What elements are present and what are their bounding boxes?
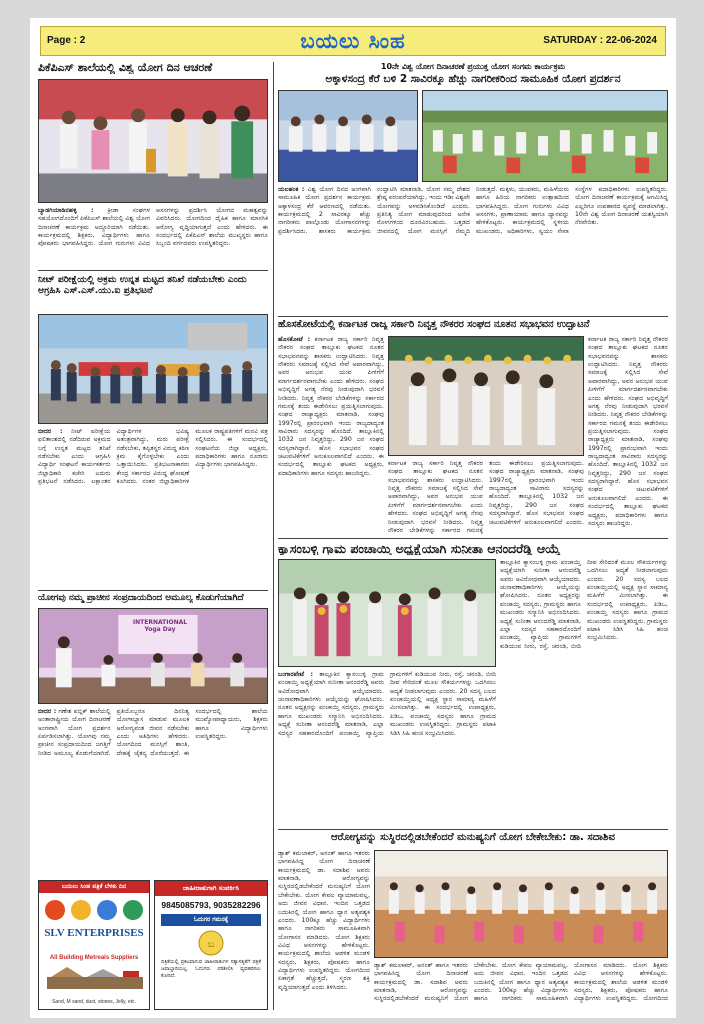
story-divider [278, 316, 668, 317]
advertise-contact-ad [154, 880, 268, 1010]
yoga-day-banner: INTERNATIONAL Yoga Day [132, 619, 188, 633]
pkps-body: ಬ್ಯಾಡಗಿಯಾಡಿನಹಳ್ಳಿ : ಕ್ರೀಡಾ ಸಂಘಗಳ ಸಹಯೋಗದೊಂದಿಗೆ ಪಿಕೆಪಿಎಸ್ ಶಾಲೆಯಲ್ಲಿ ವಿಶ್ವ ಯೋಗ ದಿನಾಚರಣೆ ಕಾರ್ಯಕ್ರಮ ಅದ್ದೂರಿಯಾಗಿ ನಡೆಯಿತು. ಕಾರ್ಯಕ್ರಮದಲ್ಲಿ ಶಿಕ್ಷಕರು, ವಿದ್ಯಾರ್ಥಿಗಳು ಹಾಗೂ ಪೋಷಕರು ಭಾಗವಹಿಸಿದ್ದರು. ಯೋಗ ಗುರುಗಳು ವಿವಿಧ ಆಸನಗಳನ್ನು ಪ್ರದರ್ಶಿಸಿ ಯೋಗದ ಮಹತ್ವವನ್ನು ವಿವರಿಸಿದರು. ಯೋಗದಿಂದ ದೈಹಿಕ ಹಾಗೂ ಮಾನಸಿಕ ಆರೋಗ್ಯ ವೃದ್ಧಿಯಾಗುತ್ತದೆ ಎಂದು ಹೇಳಿದರು. ಈ ಸಂದರ್ಭದಲ್ಲಿ ಪಿಕೆಪಿಎಸ್ ಶಾಲೆಯ ಮುಖ್ಯಸ್ಥರು ಹಾಗೂ ಸಿಬ್ಬಂದಿ ವರ್ಗದವರು ಉಪಸ್ಥಿತರಿದ್ದರು. [38, 207, 268, 248]
slv-ad-tagline: All Building Metreals Suppliers [49, 955, 139, 961]
lead-headline: ಅಕ್ಕಾಳಸಂದ್ರ ಕೆರೆ ಬಳಿ 2 ಸಾವಿರಕ್ಕೂ ಹೆಚ್ಚು ನಾಗರೀಕರಿಂದ ಸಾಮೂಹಿಕ ಯೋಗ ಪ್ರದರ್ಶನ [325, 74, 621, 85]
notice-body: ಪತ್ರಿಕೆಯಲ್ಲಿ ಪ್ರಕಟವಾಗುವ ಜಾಹೀರಾತುಗಳ ಸತ್ಯಾಸತ್ಯತೆಗೆ ಪತ್ರಿಕೆ ಜವಾಬ್ದಾರಿಯಲ್ಲ. ಓದುಗರು ಪರಿಶೀಲಿಸಿ ವ್ಯವಹರಿಸಲು ಕೋರಿದೆ. [161, 959, 261, 979]
kyasanahalli-felicitation-photo [278, 559, 496, 667]
slv-ad-name: SLV ENTERPRISES [44, 927, 144, 939]
newspaper-emblem-icon [196, 930, 226, 956]
lead-photo-stage [278, 90, 418, 182]
hoskote-body-mid: ಕರ್ನಾಟಕ ರಾಜ್ಯ ಸರ್ಕಾರಿ ನಿವೃತ್ತ ನೌಕರರ ಸಂಘದ ತಾಲ್ಲೂಕು ಘಟಕದ ನೂತನ ಸಭಾಭವನವನ್ನು ಶಾಸಕರು ಉದ್ಘಾಟಿಸಿದರು. ನಿವೃತ್ತ ನೌಕರರು ಸಮಾಜಕ್ಕೆ ಸಲ್ಲಿಸಿದ ಸೇವೆ ಅಪಾರವಾಗಿದ್ದು, ಅವರ ಅನುಭವ ಯುವ ಪೀಳಿಗೆಗೆ ಮಾರ್ಗದರ್ಶನವಾಗಬೇಕು ಎಂದು ಹೇಳಿದರು. ಸಂಘದ ಅಭಿವೃದ್ಧಿಗೆ ಅಗತ್ಯ ನೆರವು ನೀಡುವುದಾಗಿ ಭರವಸೆ ನೀಡಿದರು. ನಿವೃತ್ತ ನೌಕರರ ಬೇಡಿಕೆಗಳನ್ನು ಸರ್ಕಾರದ ಗಮನಕ್ಕೆ ತಂದು ಈಡೇರಿಸಲು ಪ್ರಯತ್ನಿಸಲಾಗುವುದು. ಸಂಘದ ರಾಜ್ಯಾಧ್ಯಕ್ಷರು ಮಾತನಾಡಿ, ಸಂಘವು 1997ರಲ್ಲಿ ಪ್ರಾರಂಭವಾಗಿ ಇಂದು ರಾಜ್ಯದಾದ್ಯಂತ ಸಾವಿರಾರು ಸದಸ್ಯರನ್ನು ಹೊಂದಿದೆ. ತಾಲ್ಲೂಕಿನಲ್ಲಿ 1032 ಜನ ನಿವೃತ್ತರಿದ್ದು, 290 ಜನ ಸಂಘದ ಸದಸ್ಯರಾಗಿದ್ದಾರೆ. ಹೊಸ ಸಭಾಭವನ ಸಂಘದ ಚಟುವಟಿಕೆಗಳಿಗೆ ಅನುಕೂಲವಾಗಲಿದೆ ಎಂದರು. [388, 460, 584, 534]
notice-strip: ಓದುಗರ ಗಮನಕ್ಕೆ [161, 914, 261, 926]
issue-date: SATURDAY : 22-06-2024 [543, 35, 657, 46]
story-divider [38, 270, 268, 271]
sadashiva-headline: ಆರೋಗ್ಯವನ್ನು ಸುಸ್ಥಿರದಲ್ಲಿಡಬೇಕೆಂದರೆ ಮನುಷ್ಯನಿಗೆ ಯೋಗ ಬೇಕೇಬೇಕು: ಡಾ. ಸದಾಶಿವ [330, 833, 616, 843]
newspaper-page [30, 18, 676, 1018]
hoskote-body-right: ಕರ್ನಾಟಕ ರಾಜ್ಯ ಸರ್ಕಾರಿ ನಿವೃತ್ತ ನೌಕರರ ಸಂಘದ ತಾಲ್ಲೂಕು ಘಟಕದ ನೂತನ ಸಭಾಭವನವನ್ನು ಶಾಸಕರು ಉದ್ಘಾಟಿಸಿದರು. ನಿವೃತ್ತ ನೌಕರರು ಸಮಾಜಕ್ಕೆ ಸಲ್ಲಿಸಿದ ಸೇವೆ ಅಪಾರವಾಗಿದ್ದು, ಅವರ ಅನುಭವ ಯುವ ಪೀಳಿಗೆಗೆ ಮಾರ್ಗದರ್ಶನವಾಗಬೇಕು ಎಂದು ಹೇಳಿದರು. ಸಂಘದ ಅಭಿವೃದ್ಧಿಗೆ ಅಗತ್ಯ ನೆರವು ನೀಡುವುದಾಗಿ ಭರವಸೆ ನೀಡಿದರು. ನಿವೃತ್ತ ನೌಕರರ ಬೇಡಿಕೆಗಳನ್ನು ಸರ್ಕಾರದ ಗಮನಕ್ಕೆ ತಂದು ಈಡೇರಿಸಲು ಪ್ರಯತ್ನಿಸಲಾಗುವುದು. ಸಂಘದ ರಾಜ್ಯಾಧ್ಯಕ್ಷರು ಮಾತನಾಡಿ, ಸಂಘವು 1997ರಲ್ಲಿ ಪ್ರಾರಂಭವಾಗಿ ಇಂದು ರಾಜ್ಯದಾದ್ಯಂತ ಸಾವಿರಾರು ಸದಸ್ಯರನ್ನು ಹೊಂದಿದೆ. ತಾಲ್ಲೂಕಿನಲ್ಲಿ 1032 ಜನ ನಿವೃತ್ತರಿದ್ದು, 290 ಜನ ಸಂಘದ ಸದಸ್ಯರಾಗಿದ್ದಾರೆ. ಹೊಸ ಸಭಾಭವನ ಸಂಘದ ಚಟುವಟಿಕೆಗಳಿಗೆ ಅನುಕೂಲವಾಗಲಿದೆ ಎಂದರು. ಈ ಸಂದರ್ಭದಲ್ಲಿ ತಾಲ್ಲೂಕು ಘಟಕದ ಅಧ್ಯಕ್ಷರು, ಪದಾಧಿಕಾರಿಗಳು ಹಾಗೂ ಸದಸ್ಯರು ಹಾಜರಿದ್ದರು. [588, 336, 668, 527]
story-divider [278, 829, 668, 830]
sadashiva-body-left: ಡ್ಯಾಶ್ ಕಮಲಾಕರ್, ಅನಂತ್ ಹಾಗೂ ಇತರರು ಭಾಗವಹಿಸಿದ್ದ ಯೋಗ ದಿನಾಚರಣೆ ಕಾರ್ಯಕ್ರಮದಲ್ಲಿ ಡಾ. ಸದಾಶಿವ ಅವರು ಮಾತನಾಡಿ, ಆರೋಗ್ಯವನ್ನು ಸುಸ್ಥಿರದಲ್ಲಿಡಬೇಕೆಂದರೆ ಮನುಷ್ಯನಿಗೆ ಯೋಗ ಬೇಕೇಬೇಕು. ಯೋಗ ಕೇವಲ ವ್ಯಾಯಾಮವಲ್ಲ, ಅದು ಜೀವನ ವಿಧಾನ. ಇಂದಿನ ಒತ್ತಡದ ಬದುಕಿನಲ್ಲಿ ಯೋಗ ಹಾಗೂ ಧ್ಯಾನ ಅತ್ಯವಶ್ಯಕ ಎಂದರು. 100ಕ್ಕೂ ಹೆಚ್ಚು ವಿದ್ಯಾರ್ಥಿಗಳು ಹಾಗೂ ನಾಗರಿಕರು ಸಾಮೂಹಿಕವಾಗಿ ಯೋಗಾಸನ ಮಾಡಿದರು. ಯೋಗ ಶಿಕ್ಷಕರು ವಿವಿಧ ಆಸನಗಳನ್ನು ಹೇಳಿಕೊಟ್ಟರು. ಕಾರ್ಯಕ್ರಮದಲ್ಲಿ ಶಾಲೆಯ ಆಡಳಿತ ಮಂಡಳಿ ಸದಸ್ಯರು, ಶಿಕ್ಷಕರು, ಪೋಷಕರು ಹಾಗೂ ವಿದ್ಯಾರ್ಥಿಗಳು ಉಪಸ್ಥಿತರಿದ್ದರು. ಯೋಗದಿಂದ ಏಕಾಗ್ರತೆ ಹೆಚ್ಚುತ್ತದೆ, ಸ್ಮರಣ ಶಕ್ತಿ ವೃದ್ಧಿಯಾಗುತ್ತದೆ ಎಂದು ತಿಳಿಸಿದರು. [278, 850, 370, 991]
kyasanahalli-headline: ಕ್ಯಾಸಂಬಳ್ಳಿ ಗ್ರಾಮ ಪಂಚಾಯ್ತಿ ಅಧ್ಯಕ್ಷೆಯಾಗಿ ಸುನೀತಾ ಆನಂದರೆಡ್ಡಿ ಆಯ್ಕೆ [278, 542, 561, 556]
page-number: Page : 2 [47, 35, 86, 46]
lead-photo-crowd [422, 90, 668, 182]
neet-body: ಬೀದರ : ನೀಟ್ ಪರೀಕ್ಷೆಯ ಫಲಿತಾಂಶದಲ್ಲಿ ನಡೆದಿರುವ ಅಕ್ರಮದ ಬಗ್ಗೆ ಉನ್ನತ ಮಟ್ಟದ ತನಿಖೆ ನಡೆಸಬೇಕು ಎಂದು ಆಗ್ರಹಿಸಿ ವಿದ್ಯಾರ್ಥಿ ಸಂಘಟನೆ ಕಾರ್ಯಕರ್ತರು ಜಿಲ್ಲಾಧಿಕಾರಿ ಕಚೇರಿ ಎದುರು ಪ್ರತಿಭಟನೆ ನಡೆಸಿದರು. ಲಕ್ಷಾಂತರ ವಿದ್ಯಾರ್ಥಿಗಳ ಭವಿಷ್ಯ ಅತಂತ್ರವಾಗಿದ್ದು, ಮರು ಪರೀಕ್ಷೆ ನಡೆಸಬೇಕು, ತಪ್ಪಿತಸ್ಥರ ವಿರುದ್ಧ ಕಠಿಣ ಕ್ರಮ ಕೈಗೊಳ್ಳಬೇಕು ಎಂದು ಒತ್ತಾಯಿಸಿದರು. ಪ್ರತಿಭಟನಾಕಾರರು ಕೇಂದ್ರ ಸರ್ಕಾರದ ವಿರುದ್ಧ ಘೋಷಣೆ ಕೂಗಿದರು. ನಂತರ ಜಿಲ್ಲಾಧಿಕಾರಿಗಳ ಮೂಲಕ ರಾಷ್ಟ್ರಪತಿಗಳಿಗೆ ಮನವಿ ಪತ್ರ ಸಲ್ಲಿಸಿದರು. ಈ ಸಂದರ್ಭದಲ್ಲಿ ಸಂಘಟನೆಯ ಜಿಲ್ಲಾ ಅಧ್ಯಕ್ಷರು, ಪದಾಧಿಕಾರಿಗಳು ಹಾಗೂ ನೂರಾರು ವಿದ್ಯಾರ್ಥಿಗಳು ಭಾಗವಹಿಸಿದ್ದರು. [38, 428, 268, 486]
kyasanahalli-body-right: ತಾಲ್ಲೂಕಿನ ಕ್ಯಾಸಂಬಳ್ಳಿ ಗ್ರಾಮ ಪಂಚಾಯ್ತಿ ಅಧ್ಯಕ್ಷೆಯಾಗಿ ಸುನೀತಾ ಆನಂದರೆಡ್ಡಿ ಅವರು ಅವಿರೋಧವಾಗಿ ಆಯ್ಕೆಯಾದರು. ಚುನಾವಣಾಧಿಕಾರಿಗಳು ಆಯ್ಕೆಯನ್ನು ಘೋಷಿಸಿದರು. ನೂತನ ಅಧ್ಯಕ್ಷರನ್ನು ಪಂಚಾಯ್ತಿ ಸದಸ್ಯರು, ಗ್ರಾಮಸ್ಥರು ಹಾಗೂ ಮುಖಂಡರು ಸನ್ಮಾನಿಸಿ ಅಭಿನಂದಿಸಿದರು. ಅಧ್ಯಕ್ಷೆ ಸುನೀತಾ ಆನಂದರೆಡ್ಡಿ ಮಾತನಾಡಿ, ಎಲ್ಲಾ ಸದಸ್ಯರ ಸಹಕಾರದೊಂದಿಗೆ ಪಂಚಾಯ್ತಿ ವ್ಯಾಪ್ತಿಯ ಗ್ರಾಮಗಳಿಗೆ ಕುಡಿಯುವ ನೀರು, ರಸ್ತೆ, ಚರಂಡಿ, ಬೀದಿ ದೀಪ ಸೇರಿದಂತೆ ಮೂಲ ಸೌಕರ್ಯಗಳನ್ನು ಒದಗಿಸಲು ಆದ್ಯತೆ ನೀಡಲಾಗುವುದು ಎಂದರು. 20 ಸದಸ್ಯ ಬಲದ ಪಂಚಾಯ್ತಿಯಲ್ಲಿ ಅಧ್ಯಕ್ಷ ಸ್ಥಾನ ಸಾಮಾನ್ಯ ಮಹಿಳೆಗೆ ಮೀಸಲಾಗಿತ್ತು. ಈ ಸಂದರ್ಭದಲ್ಲಿ ಉಪಾಧ್ಯಕ್ಷರು, ಪಿಡಿಒ, ಪಂಚಾಯ್ತಿ ಸದಸ್ಯರು ಹಾಗೂ ಗ್ರಾಮದ ಮುಖಂಡರು ಉಪಸ್ಥಿತರಿದ್ದರು. ಗ್ರಾಮಸ್ಥರು ಪಟಾಕಿ ಸಿಡಿಸಿ ಸಿಹಿ ಹಂಚಿ ಸಂಭ್ರಮಿಸಿದರು. [500, 559, 668, 650]
lead-kicker: 10ನೇ ವಿಶ್ವ ಯೋಗ ದಿನಾಚರಣೆ ಪ್ರಯುಕ್ತ ಯೋಗ ಸಂಗಮ ಕಾರ್ಯಕ್ರಮ [380, 62, 566, 71]
story-divider [278, 538, 668, 539]
column-divider [273, 62, 274, 1010]
shop-logos-icon [43, 897, 147, 923]
slv-ad-top-strip: ಬಯಲು ಸಿಂಹ ಪತ್ರಿಕೆ ಬೆಳಕು ದಿನ [39, 881, 149, 893]
neet-protest-photo [38, 314, 268, 424]
lead-body: ಯಲಹಂಕ : ವಿಶ್ವ ಯೋಗ ದಿನದ ಅಂಗವಾಗಿ ಸಾಮೂಹಿಕ ಯೋಗ ಪ್ರದರ್ಶನ ಕಾರ್ಯಕ್ರಮ ಅಕ್ಕಾಳಸಂದ್ರ ಕೆರೆ ಆವರಣದಲ್ಲಿ ನಡೆಯಿತು. ಕಾರ್ಯಕ್ರಮದಲ್ಲಿ 2 ಸಾವಿರಕ್ಕೂ ಹೆಚ್ಚು ನಾಗರೀಕರು ಪಾಲ್ಗೊಂಡು ಯೋಗಾಸನಗಳನ್ನು ಪ್ರದರ್ಶಿಸಿದರು. ಶಾಸಕರು ಕಾರ್ಯಕ್ರಮ ಉದ್ಘಾಟಿಸಿ ಮಾತನಾಡಿ, ಯೋಗ ನಮ್ಮ ದೇಶದ ಶ್ರೇಷ್ಠ ಪರಂಪರೆಯಾಗಿದ್ದು, ಇಂದು ಇಡೀ ವಿಶ್ವವೇ ಯೋಗವನ್ನು ಅಳವಡಿಸಿಕೊಂಡಿದೆ ಎಂದರು. ಪ್ರತಿನಿತ್ಯ ಯೋಗ ಮಾಡುವುದರಿಂದ ಅನೇಕ ರೋಗಗಳಿಂದ ದೂರವಿರಬಹುದು. ಒತ್ತಡದ ಜೀವನದಲ್ಲಿ ಯೋಗ ಮನಸ್ಸಿಗೆ ನೆಮ್ಮದಿ ನೀಡುತ್ತದೆ. ಮಕ್ಕಳು, ಯುವಕರು, ಮಹಿಳೆಯರು ಹಾಗೂ ಹಿರಿಯ ನಾಗರಿಕರು ಉತ್ಸಾಹದಿಂದ ಭಾಗವಹಿಸಿದ್ದರು. ಯೋಗ ಗುರುಗಳು ವಿವಿಧ ಆಸನಗಳು, ಪ್ರಾಣಾಯಾಮ ಹಾಗೂ ಧ್ಯಾನವನ್ನು ಹೇಳಿಕೊಟ್ಟರು. ಕಾರ್ಯಕ್ರಮದಲ್ಲಿ ಸ್ಥಳೀಯ ಮುಖಂಡರು, ಅಧಿಕಾರಿಗಳು, ಸ್ವಯಂ ಸೇವಾ ಸಂಸ್ಥೆಗಳ ಪದಾಧಿಕಾರಿಗಳು ಉಪಸ್ಥಿತರಿದ್ದರು. ಯೋಗ ದಿನಾಚರಣೆ ಕಾರ್ಯಕ್ರಮಕ್ಕೆ ಆಗಮಿಸಿದ್ದ ಎಲ್ಲರಿಗೂ ಉಪಹಾರದ ವ್ಯವಸ್ಥೆ ಮಾಡಲಾಗಿತ್ತು. 10ನೇ ವಿಶ್ವ ಯೋಗ ದಿನಾಚರಣೆ ಯಶಸ್ವಿಯಾಗಿ ನೆರವೇರಿತು. [278, 186, 668, 235]
kyasanahalli-body-lower: ಬಂಗಾರಪೇಟೆ : ತಾಲ್ಲೂಕಿನ ಕ್ಯಾಸಂಬಳ್ಳಿ ಗ್ರಾಮ ಪಂಚಾಯ್ತಿ ಅಧ್ಯಕ್ಷೆಯಾಗಿ ಸುನೀತಾ ಆನಂದರೆಡ್ಡಿ ಅವರು ಅವಿರೋಧವಾಗಿ ಆಯ್ಕೆಯಾದರು. ಚುನಾವಣಾಧಿಕಾರಿಗಳು ಆಯ್ಕೆಯನ್ನು ಘೋಷಿಸಿದರು. ನೂತನ ಅಧ್ಯಕ್ಷರನ್ನು ಪಂಚಾಯ್ತಿ ಸದಸ್ಯರು, ಗ್ರಾಮಸ್ಥರು ಹಾಗೂ ಮುಖಂಡರು ಸನ್ಮಾನಿಸಿ ಅಭಿನಂದಿಸಿದರು. ಅಧ್ಯಕ್ಷೆ ಸುನೀತಾ ಆನಂದರೆಡ್ಡಿ ಮಾತನಾಡಿ, ಎಲ್ಲಾ ಸದಸ್ಯರ ಸಹಕಾರದೊಂದಿಗೆ ಪಂಚಾಯ್ತಿ ವ್ಯಾಪ್ತಿಯ ಗ್ರಾಮಗಳಿಗೆ ಕುಡಿಯುವ ನೀರು, ರಸ್ತೆ, ಚರಂಡಿ, ಬೀದಿ ದೀಪ ಸೇರಿದಂತೆ ಮೂಲ ಸೌಕರ್ಯಗಳನ್ನು ಒದಗಿಸಲು ಆದ್ಯತೆ ನೀಡಲಾಗುವುದು ಎಂದರು. 20 ಸದಸ್ಯ ಬಲದ ಪಂಚಾಯ್ತಿಯಲ್ಲಿ ಅಧ್ಯಕ್ಷ ಸ್ಥಾನ ಸಾಮಾನ್ಯ ಮಹಿಳೆಗೆ ಮೀಸಲಾಗಿತ್ತು. ಈ ಸಂದರ್ಭದಲ್ಲಿ ಉಪಾಧ್ಯಕ್ಷರು, ಪಿಡಿಒ, ಪಂಚಾಯ್ತಿ ಸದಸ್ಯರು ಹಾಗೂ ಗ್ರಾಮದ ಮುಖಂಡರು ಉಪಸ್ಥಿತರಿದ್ದರು. ಗ್ರಾಮಸ್ಥರು ಪಟಾಕಿ ಸಿಡಿಸಿ ಸಿಹಿ ಹಂಚಿ ಸಂಭ್ರಮಿಸಿದರು. [278, 671, 496, 737]
newspaper-title: ಬಯಲು ಸಿಂಹ [300, 29, 406, 53]
yoga-heritage-photo [38, 608, 268, 704]
story-divider [38, 590, 268, 591]
building-materials-icon [47, 967, 143, 989]
slv-ad-note: Sand, M sand, dust, stones, Jelly, etc. [52, 999, 136, 1005]
svg-text:ಬ: ಬ [207, 940, 215, 950]
pkps-photo [38, 79, 268, 203]
hoskote-headline: ಹೊಸಕೋಟೆಯಲ್ಲಿ ಕರ್ನಾಟಕ ರಾಜ್ಯ ಸರ್ಕಾರಿ ನಿವೃತ್ತ ನೌಕರರ ಸಂಘದ ನೂತನ ಸಭಾಭವನ ಉದ್ಘಾಟನೆ [278, 320, 590, 330]
yoga-heritage-body: ಬೀದರ : ಗಣೇಶ ಪಬ್ಲಿಕ್ ಶಾಲೆಯಲ್ಲಿ ಅಂತಾರಾಷ್ಟ್ರೀಯ ಯೋಗ ದಿನಾಚರಣೆ ಅಂಗವಾಗಿ ಯೋಗ ಪ್ರದರ್ಶನ ಏರ್ಪಡಿಸಲಾಗಿತ್ತು. ಯೋಗವು ನಮ್ಮ ಪ್ರಾಚೀನ ಸಂಪ್ರದಾಯದಿಂದ ಜಗತ್ತಿಗೆ ನೀಡಿದ ಅಮೂಲ್ಯ ಕೊಡುಗೆಯಾಗಿದೆ. ಪ್ರತಿಯೊಬ್ಬರೂ ದಿನನಿತ್ಯ ಯೋಗಾಭ್ಯಾಸ ಮಾಡುವ ಮೂಲಕ ಆರೋಗ್ಯವಂತ ಜೀವನ ನಡೆಸಬೇಕು ಎಂದು ಅತಿಥಿಗಳು ಹೇಳಿದರು. ಯೋಗದಿಂದ ಮನಸ್ಸಿಗೆ ಶಾಂತಿ, ದೇಹಕ್ಕೆ ಚೈತನ್ಯ ದೊರೆಯುತ್ತದೆ. ಈ ಸಂದರ್ಭದಲ್ಲಿ ಶಾಲೆಯ ಮುಖ್ಯೋಪಾಧ್ಯಾಯರು, ಶಿಕ್ಷಕರು ಹಾಗೂ ವಿದ್ಯಾರ್ಥಿಗಳು ಉಪಸ್ಥಿತರಿದ್ದರು. [38, 708, 268, 757]
slv-enterprises-ad [38, 880, 150, 1010]
pkps-headline: ಪಿಕೆಪಿಎಸ್ ಶಾಲೆಯಲ್ಲಿ ವಿಶ್ವ ಯೋಗ ದಿನ ಆಚರಣೆ [38, 62, 213, 74]
advertise-title: ಜಾಹೀರಾತುಗಾಗಿ ಸಂಪರ್ಕಿಸಿ [155, 881, 267, 896]
hoskote-inauguration-photo [388, 336, 584, 456]
yoga-heritage-headline: ಯೋಗವು ನಮ್ಮ ಪ್ರಾಚೀನ ಸಂಪ್ರದಾಯದಿಂದ ಅಮೂಲ್ಯ ಕೊಡುಗೆಯಾಗಿದೆ [38, 594, 244, 603]
hoskote-body-left: ಹೊಸಕೋಟೆ : ಕರ್ನಾಟಕ ರಾಜ್ಯ ಸರ್ಕಾರಿ ನಿವೃತ್ತ ನೌಕರರ ಸಂಘದ ತಾಲ್ಲೂಕು ಘಟಕದ ನೂತನ ಸಭಾಭವನವನ್ನು ಶಾಸಕರು ಉದ್ಘಾಟಿಸಿದರು. ನಿವೃತ್ತ ನೌಕರರು ಸಮಾಜಕ್ಕೆ ಸಲ್ಲಿಸಿದ ಸೇವೆ ಅಪಾರವಾಗಿದ್ದು, ಅವರ ಅನುಭವ ಯುವ ಪೀಳಿಗೆಗೆ ಮಾರ್ಗದರ್ಶನವಾಗಬೇಕು ಎಂದು ಹೇಳಿದರು. ಸಂಘದ ಅಭಿವೃದ್ಧಿಗೆ ಅಗತ್ಯ ನೆರವು ನೀಡುವುದಾಗಿ ಭರವಸೆ ನೀಡಿದರು. ನಿವೃತ್ತ ನೌಕರರ ಬೇಡಿಕೆಗಳನ್ನು ಸರ್ಕಾರದ ಗಮನಕ್ಕೆ ತಂದು ಈಡೇರಿಸಲು ಪ್ರಯತ್ನಿಸಲಾಗುವುದು. ಸಂಘದ ರಾಜ್ಯಾಧ್ಯಕ್ಷರು ಮಾತನಾಡಿ, ಸಂಘವು 1997ರಲ್ಲಿ ಪ್ರಾರಂಭವಾಗಿ ಇಂದು ರಾಜ್ಯದಾದ್ಯಂತ ಸಾವಿರಾರು ಸದಸ್ಯರನ್ನು ಹೊಂದಿದೆ. ತಾಲ್ಲೂಕಿನಲ್ಲಿ 1032 ಜನ ನಿವೃತ್ತರಿದ್ದು, 290 ಜನ ಸಂಘದ ಸದಸ್ಯರಾಗಿದ್ದಾರೆ. ಹೊಸ ಸಭಾಭವನ ಸಂಘದ ಚಟುವಟಿಕೆಗಳಿಗೆ ಅನುಕೂಲವಾಗಲಿದೆ ಎಂದರು. ಈ ಸಂದರ್ಭದಲ್ಲಿ ತಾಲ್ಲೂಕು ಘಟಕದ ಅಧ್ಯಕ್ಷರು, ಪದಾಧಿಕಾರಿಗಳು ಹಾಗೂ ಸದಸ್ಯರು ಹಾಜರಿದ್ದರು. [278, 336, 384, 477]
neet-headline: ನೀಟ್ ಪರೀಕ್ಷೆಯಲ್ಲಿ ಅಕ್ರಮ ಉನ್ನತ ಮಟ್ಟದ ತನಿಖೆ ನಡೆಯಬೇಕು ಎಂದು ಆಗ್ರಹಿಸಿ ಎಸ್.ಎಸ್.ಯು.ಐ ಪ್ರತಿಭಟನೆ [38, 274, 247, 297]
sadashiva-yoga-session-photo [374, 850, 668, 958]
sadashiva-body-bottom: ಡ್ಯಾಶ್ ಕಮಲಾಕರ್, ಅನಂತ್ ಹಾಗೂ ಇತರರು ಭಾಗವಹಿಸಿದ್ದ ಯೋಗ ದಿನಾಚರಣೆ ಕಾರ್ಯಕ್ರಮದಲ್ಲಿ ಡಾ. ಸದಾಶಿವ ಅವರು ಮಾತನಾಡಿ, ಆರೋಗ್ಯವನ್ನು ಸುಸ್ಥಿರದಲ್ಲಿಡಬೇಕೆಂದರೆ ಮನುಷ್ಯನಿಗೆ ಯೋಗ ಬೇಕೇಬೇಕು. ಯೋಗ ಕೇವಲ ವ್ಯಾಯಾಮವಲ್ಲ, ಅದು ಜೀವನ ವಿಧಾನ. ಇಂದಿನ ಒತ್ತಡದ ಬದುಕಿನಲ್ಲಿ ಯೋಗ ಹಾಗೂ ಧ್ಯಾನ ಅತ್ಯವಶ್ಯಕ ಎಂದರು. 100ಕ್ಕೂ ಹೆಚ್ಚು ವಿದ್ಯಾರ್ಥಿಗಳು ಹಾಗೂ ನಾಗರಿಕರು ಸಾಮೂಹಿಕವಾಗಿ ಯೋಗಾಸನ ಮಾಡಿದರು. ಯೋಗ ಶಿಕ್ಷಕರು ವಿವಿಧ ಆಸನಗಳನ್ನು ಹೇಳಿಕೊಟ್ಟರು. ಕಾರ್ಯಕ್ರಮದಲ್ಲಿ ಶಾಲೆಯ ಆಡಳಿತ ಮಂಡಳಿ ಸದಸ್ಯರು, ಶಿಕ್ಷಕರು, ಪೋಷಕರು ಹಾಗೂ ವಿದ್ಯಾರ್ಥಿಗಳು ಉಪಸ್ಥಿತರಿದ್ದರು. ಯೋಗದಿಂದ [374, 962, 668, 1003]
advertise-phone: 9845085793, 9035282296 [161, 900, 261, 910]
masthead-bar [40, 26, 666, 56]
